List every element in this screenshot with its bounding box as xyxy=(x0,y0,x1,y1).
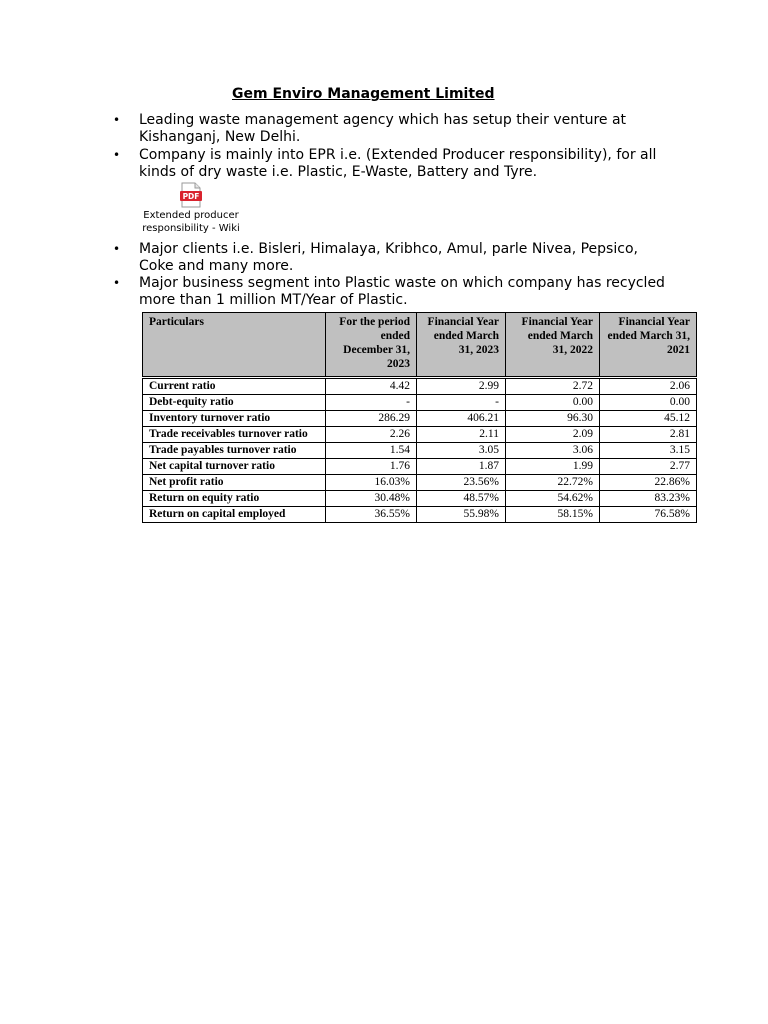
table-cell: 45.12 xyxy=(600,411,697,427)
bullet-item xyxy=(113,112,673,146)
row-label: Return on capital employed xyxy=(143,507,326,523)
table-cell: 3.06 xyxy=(506,443,600,459)
row-label: Trade receivables turnover ratio xyxy=(143,427,326,443)
table-cell: 1.76 xyxy=(326,459,417,475)
bullet-symbol: • xyxy=(113,276,121,290)
bullet-text: Major clients i.e. Bisleri, Himalaya, Kribhco, Amul, parle Nivea, Pepsico, Coke and many more. xyxy=(139,241,638,274)
table-row xyxy=(143,411,697,427)
row-label: Return on equity ratio xyxy=(143,491,326,507)
bullet-item xyxy=(113,147,673,181)
pdf-attachment[interactable] xyxy=(136,182,246,235)
bullet-item xyxy=(113,241,673,275)
table-cell: 1.54 xyxy=(326,443,417,459)
table-cell: 2.06 xyxy=(600,379,697,395)
table-cell: 1.99 xyxy=(506,459,600,475)
table-row xyxy=(143,443,697,459)
table-cell: 2.77 xyxy=(600,459,697,475)
attachment-label[interactable]: Extended producer responsibility - Wiki xyxy=(142,210,240,234)
column-header-dec-2023: For the period ended December 31, 2023 xyxy=(326,313,417,377)
pdf-file-icon[interactable] xyxy=(179,182,203,208)
row-label: Debt-equity ratio xyxy=(143,395,326,411)
table-cell: 2.99 xyxy=(417,379,506,395)
bullet-item xyxy=(113,275,673,309)
table-row xyxy=(143,459,697,475)
table-cell: 2.81 xyxy=(600,427,697,443)
table-cell: - xyxy=(417,395,506,411)
table-cell: 3.15 xyxy=(600,443,697,459)
column-header-fy-2022: Financial Year ended March 31, 2022 xyxy=(506,313,600,377)
table-cell: 16.03% xyxy=(326,475,417,491)
table-row xyxy=(143,491,697,507)
bullet-symbol: • xyxy=(113,148,121,162)
bullet-text: Company is mainly into EPR i.e. (Extended Producer responsibility), for all kinds of dry waste i.e. Plastic, E-Waste, Battery and Tyre. xyxy=(139,147,657,180)
table-cell: 286.29 xyxy=(326,411,417,427)
table-cell: 22.86% xyxy=(600,475,697,491)
table-cell: 23.56% xyxy=(417,475,506,491)
table-cell: 30.48% xyxy=(326,491,417,507)
table-cell: 0.00 xyxy=(600,395,697,411)
table-cell: 3.05 xyxy=(417,443,506,459)
row-label: Current ratio xyxy=(143,379,326,395)
table-header-row xyxy=(143,313,697,377)
table-cell: 48.57% xyxy=(417,491,506,507)
table-cell: 54.62% xyxy=(506,491,600,507)
table-cell: 55.98% xyxy=(417,507,506,523)
table-row xyxy=(143,475,697,491)
table-row xyxy=(143,395,697,411)
table-cell: 96.30 xyxy=(506,411,600,427)
table-cell: 76.58% xyxy=(600,507,697,523)
row-label: Net profit ratio xyxy=(143,475,326,491)
column-header-particulars: Particulars xyxy=(143,313,326,377)
table-cell: 2.11 xyxy=(417,427,506,443)
table-row xyxy=(143,507,697,523)
table-row xyxy=(143,427,697,443)
table-cell: 406.21 xyxy=(417,411,506,427)
bullet-symbol: • xyxy=(113,242,121,256)
row-label: Inventory turnover ratio xyxy=(143,411,326,427)
bullet-symbol: • xyxy=(113,113,121,127)
bullet-text: Major business segment into Plastic waste on which company has recycled more than 1 million MT/Year of Plastic. xyxy=(139,275,665,308)
bullet-text: Leading waste management agency which has setup their venture at Kishanganj, New Delhi. xyxy=(139,112,627,145)
table-cell: 22.72% xyxy=(506,475,600,491)
table-cell: 2.26 xyxy=(326,427,417,443)
table-cell: 2.09 xyxy=(506,427,600,443)
table-cell: 4.42 xyxy=(326,379,417,395)
table-cell: 83.23% xyxy=(600,491,697,507)
row-label: Trade payables turnover ratio xyxy=(143,443,326,459)
table-cell: - xyxy=(326,395,417,411)
table-cell: 0.00 xyxy=(506,395,600,411)
financial-ratios-table xyxy=(142,312,697,523)
table-cell: 36.55% xyxy=(326,507,417,523)
table-cell: 58.15% xyxy=(506,507,600,523)
table-row xyxy=(143,379,697,395)
table-cell: 1.87 xyxy=(417,459,506,475)
row-label: Net capital turnover ratio xyxy=(143,459,326,475)
table-cell: 2.72 xyxy=(506,379,600,395)
pdf-icon-text: PDF xyxy=(182,192,200,201)
column-header-fy-2021: Financial Year ended March 31, 2021 xyxy=(600,313,697,377)
column-header-fy-2023: Financial Year ended March 31, 2023 xyxy=(417,313,506,377)
document-title: Gem Enviro Management Limited xyxy=(232,86,495,102)
